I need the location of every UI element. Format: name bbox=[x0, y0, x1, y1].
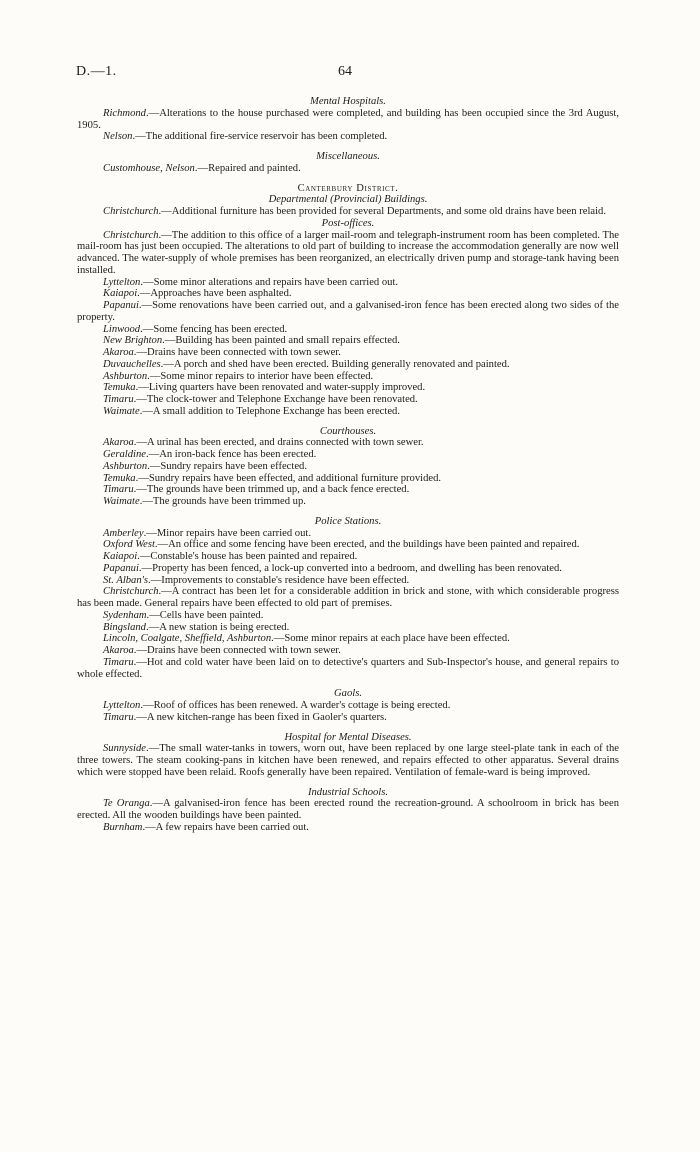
entry-paragraph bbox=[77, 206, 619, 218]
entry-place: Te Oranga bbox=[103, 798, 150, 810]
entry-text: .—Some minor repairs at each place have been effected. bbox=[271, 633, 510, 645]
entry-paragraph bbox=[77, 163, 619, 175]
entry-place: St. Alban's bbox=[103, 574, 149, 586]
entry-place: Timaru bbox=[103, 656, 134, 668]
entry-paragraph bbox=[77, 586, 619, 610]
entry-place: Richmond bbox=[103, 107, 146, 119]
section-heading: Courthouses. bbox=[319, 425, 377, 437]
entry-place: Temuka bbox=[103, 472, 136, 484]
entry-text: .—The grounds have been trimmed up, and a back fence erected. bbox=[133, 484, 410, 496]
entry-place: Customhouse, Nelson bbox=[103, 162, 195, 174]
entry-paragraph bbox=[77, 645, 619, 657]
entry-place: Sydenham bbox=[103, 609, 147, 621]
district-heading: Canterbury District. bbox=[297, 182, 399, 194]
entry-text: .—Living quarters have been renovated and water-supply improved. bbox=[135, 382, 426, 394]
entry-text: .—An iron-back fence has been erected. bbox=[145, 449, 317, 460]
entry-place: Waimate bbox=[103, 496, 140, 507]
entry-place: Lyttelton bbox=[103, 700, 141, 711]
entry-paragraph bbox=[77, 743, 619, 778]
page-header bbox=[0, 64, 700, 84]
entry-place: Burnham bbox=[103, 821, 143, 833]
entry-place: Nelson bbox=[103, 131, 133, 143]
entry-paragraph bbox=[77, 473, 619, 485]
entry-paragraph bbox=[77, 359, 619, 371]
entry-paragraph bbox=[77, 657, 619, 681]
entry-place: Akaroa bbox=[103, 437, 134, 449]
entry-place: Papanui bbox=[103, 300, 139, 311]
entry-paragraph bbox=[77, 437, 619, 449]
entry-text: .—Some renovations have been carried out, and a galvanised-iron fence has been erected along two sides of the property. bbox=[77, 300, 619, 323]
entry-paragraph bbox=[77, 335, 619, 347]
section-spacer bbox=[77, 508, 619, 516]
section-heading: Gaols. bbox=[334, 688, 362, 700]
entry-paragraph bbox=[77, 712, 619, 724]
entry-text: .—A contract has been let for a considerable addition in brick and stone, with which considerable progress has been made. General repairs have been effected to old part of premises. bbox=[77, 586, 619, 609]
entry-text: .—Roof of offices has been renewed. A warder's cottage is being erected. bbox=[140, 700, 451, 711]
entry-paragraph bbox=[77, 371, 619, 383]
entry-paragraph bbox=[77, 382, 619, 394]
entry-text: .—Drains have been connected with town sewer. bbox=[133, 347, 341, 358]
section-heading: Industrial Schools. bbox=[307, 786, 389, 798]
section-heading: Police Stations. bbox=[314, 515, 382, 527]
document-reference: D.—1. bbox=[76, 64, 117, 79]
entry-place: Akaroa bbox=[103, 645, 134, 656]
entry-paragraph bbox=[77, 539, 619, 551]
entry-text: .—A urinal has been erected, and drains connected with town sewer. bbox=[133, 437, 424, 449]
entry-place: Christchurch bbox=[103, 586, 159, 598]
entry-place: Bingsland bbox=[103, 621, 146, 633]
entry-text: .—An office and some fencing have been erected, and the buildings have been painted and repaired. bbox=[154, 539, 580, 551]
entry-place: Ashburton bbox=[103, 460, 148, 472]
section-heading: Post-offices. bbox=[321, 217, 375, 229]
entry-place: Akaroa bbox=[103, 347, 134, 358]
entry-text: .—A new station is being erected. bbox=[145, 621, 290, 633]
entry-paragraph bbox=[77, 484, 619, 496]
entry-paragraph bbox=[77, 324, 619, 336]
entry-text: .—Some minor repairs to interior have been effected. bbox=[147, 370, 374, 382]
entry-text: .—A few repairs have been carried out. bbox=[142, 821, 309, 833]
entry-place: Kaiapoi bbox=[103, 288, 138, 300]
entry-paragraph bbox=[77, 277, 619, 289]
entry-paragraph bbox=[77, 347, 619, 359]
entry-text: .—Improvements to constable's residence have been effected. bbox=[148, 574, 410, 586]
entry-paragraph bbox=[77, 622, 619, 634]
entry-text: .—Drains have been connected with town sewer. bbox=[133, 645, 341, 656]
section-spacer bbox=[77, 779, 619, 787]
entry-paragraph bbox=[77, 575, 619, 587]
entry-place: Timaru bbox=[103, 711, 134, 723]
document-body bbox=[77, 96, 619, 834]
entry-text: .—Alterations to the house purchased were completed, and building has been occupied since the 3rd August, 1905. bbox=[77, 107, 619, 131]
entry-text: .—The grounds have been trimmed up. bbox=[139, 496, 306, 507]
entry-paragraph bbox=[77, 108, 619, 132]
entry-place: Linwood bbox=[103, 323, 141, 335]
entry-text: .—Cells have been painted. bbox=[146, 609, 264, 621]
entry-paragraph bbox=[77, 496, 619, 508]
entry-text: .—Minor repairs have been carried out. bbox=[143, 527, 311, 539]
entry-text: .—Building has been painted and small repairs effected. bbox=[162, 335, 400, 347]
section-spacer bbox=[77, 418, 619, 426]
entry-text: .—A new kitchen-range has been fixed in Gaoler's quarters. bbox=[133, 711, 387, 723]
entry-text: .—Sundry repairs have been effected. bbox=[147, 460, 307, 472]
entry-text: .—The addition to this office of a larger mail-room and telegraph-instrument room has been completed. The mail-room has just been occupied. The alterations to old part of building to increase the accommodation generally are now well advanced. The water-supply of whole premises has been reorganized, an electrically driven pump and storage-tank having been installed. bbox=[77, 229, 619, 276]
entry-place: Duvauchelles bbox=[103, 358, 161, 370]
entry-text: .—The additional fire-service reservoir has been completed. bbox=[132, 131, 388, 143]
entry-paragraph bbox=[77, 798, 619, 822]
entry-place: Lincoln, Coalgate, Sheffield, Ashburton bbox=[103, 633, 272, 645]
entry-text: .—The small water-tanks in towers, worn out, have been replaced by one large steel-plate tank in each of the three towers. The steam cooking-pans in kitchen have been renewed, and repairs effected to other apparatus. Several drains which were stopped have been relaid. Roofs generally have been repaired. Ventilation of female-ward is being improved. bbox=[77, 743, 619, 778]
entry-place: Timaru bbox=[103, 484, 134, 496]
section-spacer bbox=[77, 724, 619, 732]
entry-text: .—Some minor alterations and repairs have been carried out. bbox=[140, 276, 399, 288]
entry-place: Timaru bbox=[103, 394, 134, 405]
section-spacer bbox=[77, 175, 619, 183]
entry-place: Waimate bbox=[103, 405, 140, 417]
entry-text: .—Approaches have been asphalted. bbox=[137, 288, 292, 300]
section-spacer bbox=[77, 143, 619, 151]
entry-paragraph bbox=[77, 610, 619, 622]
entry-paragraph bbox=[77, 822, 619, 834]
entry-text: .—Repaired and painted. bbox=[194, 162, 301, 174]
entry-place: New Brighton bbox=[103, 335, 163, 347]
entry-paragraph bbox=[77, 406, 619, 418]
entry-text: .—Property has been fenced, a lock-up converted into a bedroom, and dwelling has been renovated. bbox=[138, 562, 562, 574]
entry-paragraph bbox=[77, 288, 619, 300]
entry-place: Amberley bbox=[103, 527, 144, 539]
entry-place: Ashburton bbox=[103, 370, 148, 382]
entry-paragraph bbox=[77, 633, 619, 645]
entry-place: Lyttelton bbox=[103, 276, 141, 288]
entry-place: Sunnyside bbox=[103, 743, 146, 755]
entry-paragraph bbox=[77, 461, 619, 473]
entry-paragraph bbox=[77, 131, 619, 143]
entry-text: .—A porch and shed have been erected. Building generally renovated and painted. bbox=[160, 358, 510, 370]
entry-text: .—A galvanised-iron fence has been erected round the recreation-ground. A schoolroom in brick has been erected. All the wooden buildings have been painted. bbox=[77, 798, 619, 821]
entry-place: Kaiapoi bbox=[103, 551, 138, 562]
entry-text: .—Hot and cold water have been laid on to detective's quarters and Sub-Inspector's house, and general repairs to whole effected. bbox=[77, 656, 619, 680]
entry-text: .—Some fencing has been erected. bbox=[140, 323, 288, 335]
entry-paragraph bbox=[77, 394, 619, 406]
entry-text: .—Constable's house has been painted and repaired. bbox=[137, 551, 358, 562]
entry-place: Christchurch bbox=[103, 206, 159, 217]
entry-paragraph bbox=[77, 551, 619, 563]
entry-text: .—The clock-tower and Telephone Exchange have been renovated. bbox=[133, 394, 418, 405]
section-heading: Mental Hospitals. bbox=[310, 96, 386, 107]
entry-paragraph bbox=[77, 700, 619, 712]
entry-paragraph bbox=[77, 449, 619, 461]
entry-place: Temuka bbox=[103, 382, 136, 394]
section-heading: Miscellaneous. bbox=[316, 151, 380, 162]
entry-place: Papanui bbox=[103, 562, 139, 574]
entry-paragraph bbox=[77, 528, 619, 540]
entry-text: .—A small addition to Telephone Exchange has been erected. bbox=[139, 405, 400, 417]
entry-paragraph bbox=[77, 300, 619, 324]
entry-paragraph bbox=[77, 563, 619, 575]
entry-paragraph bbox=[77, 230, 619, 277]
entry-place: Geraldine bbox=[103, 449, 146, 460]
page-number: 64 bbox=[338, 64, 352, 79]
entry-place: Oxford West bbox=[103, 539, 155, 551]
entry-place: Christchurch bbox=[103, 229, 159, 241]
entry-text: .—Sundry repairs have been effected, and additional furniture provided. bbox=[135, 472, 442, 484]
entry-text: .—Additional furniture has been provided for several Departments, and some old drains have been relaid. bbox=[158, 206, 606, 217]
section-heading: Departmental (Provincial) Buildings. bbox=[268, 194, 428, 206]
section-heading: Hospital for Mental Diseases. bbox=[284, 731, 412, 743]
section-spacer bbox=[77, 680, 619, 688]
